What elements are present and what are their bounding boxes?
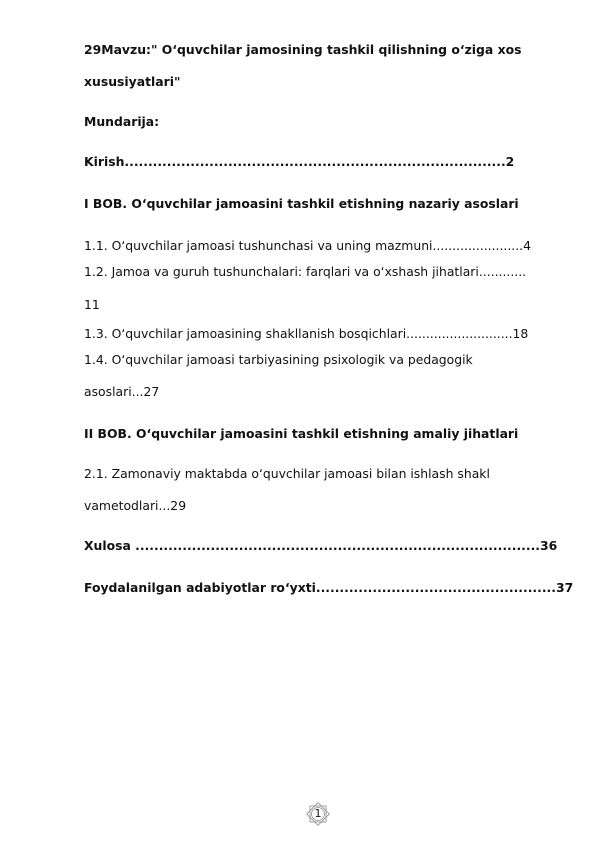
toc-entry-2-1-page: vametodlari...29	[84, 498, 187, 513]
toc-entry-conclusion: Xulosa ......................................................................................36	[84, 538, 558, 553]
toc-entry-references: Foydalanilgan adabiyotlar ro‘yxti...................................................37	[84, 580, 574, 595]
document-title-line-1: 29Mavzu:" O‘quvchilar jamosining tashkil qilishning o‘ziga xos	[84, 42, 522, 57]
contents-heading: Mundarija:	[84, 114, 160, 129]
toc-entry-1-3: 1.3. O‘quvchilar jamoasining shakllanish bosqichlari...........................18	[84, 326, 529, 341]
toc-chapter-1: I BOB. O‘quvchilar jamoasini tashkil etishning nazariy asoslari	[84, 196, 519, 211]
page-number: 1	[314, 807, 322, 820]
toc-entry-2-1: 2.1. Zamonaviy maktabda o‘quvchilar jamoasi bilan ishlash shakl	[84, 466, 490, 481]
toc-chapter-2: II BOB. O‘quvchilar jamoasini tashkil etishning amaliy jihatlari	[84, 426, 519, 441]
toc-entry-1-2-page: 11	[84, 297, 100, 312]
page-number-badge	[304, 800, 332, 828]
toc-entry-1-2: 1.2. Jamoa va guruh tushunchalari: farqlari va o‘xshash jihatlari............	[84, 264, 527, 279]
toc-entry-1-1: 1.1. O‘quvchilar jamoasi tushunchasi va uning mazmuni.......................4	[84, 238, 531, 253]
toc-entry-1-4-page: asoslari...27	[84, 384, 160, 399]
document-title-line-2: xususiyatlari"	[84, 74, 181, 89]
toc-entry-1-4: 1.4. O‘quvchilar jamoasi tarbiyasining psixologik va pedagogik	[84, 352, 473, 367]
toc-entry-intro: Kirish.................................................................................2	[84, 154, 515, 169]
